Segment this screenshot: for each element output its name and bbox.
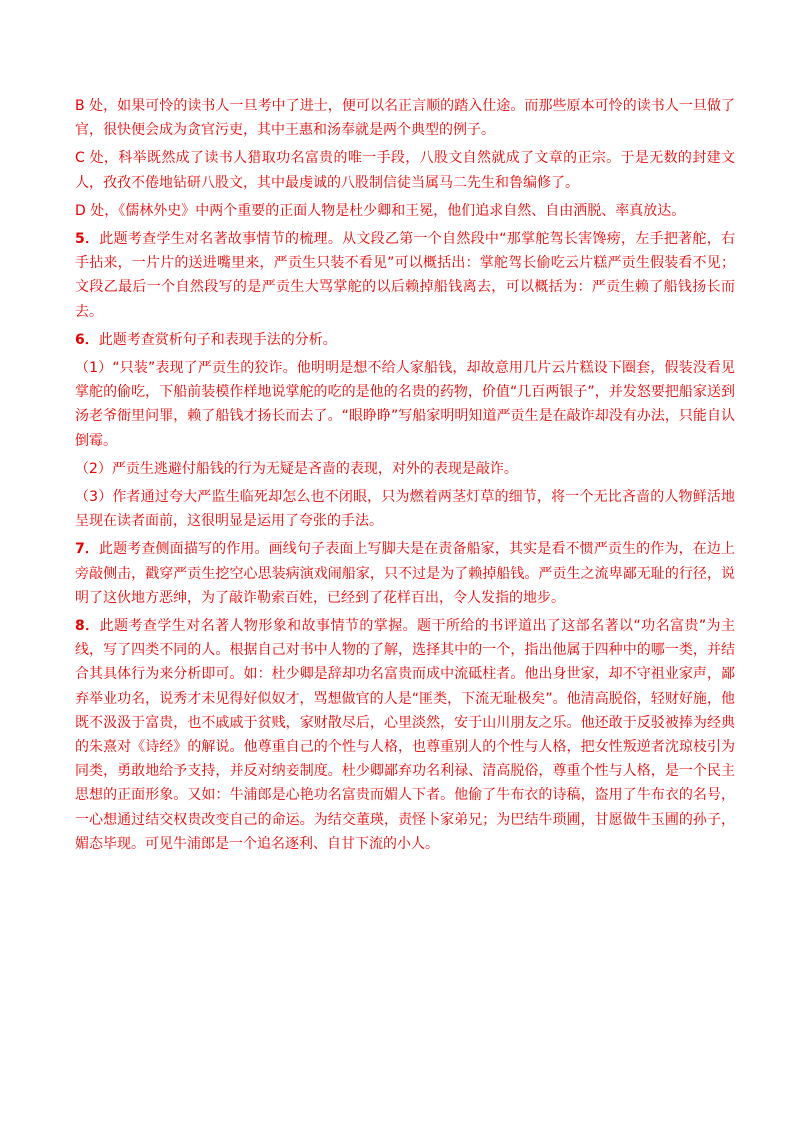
question-8-text: 此题考查学生对名著人物形象和故事情节的掌握。题干所给的书评道出了这部名著以“功名富贵”为主线，写了四类不同的人。根据自己对书中人物的了解，选择其中的一个，指出他属于四种中的哪一类，并结合其具体行为来分析即可。如：杜少卿是辞却功名富贵而成中流砥柱者。他出身世家，却不守祖业家声，鄙弃举业功名，说秀才未见得好似奴才，骂想做官的人是“匪类，下流无耻极矣”。他清高脱俗，轻财好施，他既不汲汲于富贵，也不戚戚于贫贱，家财散尽后，心里淡然，安于山川朋友之乐。他还敢于反驳被捧为经典的朱熹对《诗经》的解说。他尊重自己的个性与人格，也尊重别人的个性与人格，把女性叛逆者沈琼枝引为同类，勇敢地给予支持，并反对纳妾制度。杜少卿鄙弃功名利禄、清高脱俗，尊重个性与人格，是一个民主思想的正面形象。又如：牛浦郎是心艳功名富贵而媚人下者。他偷了牛布衣的诗稿，盗用了牛布衣的名号，一心想通过结交权贵改变自己的命运。为结交董瑛，责怪卜家弟兄；为巴结牛琐圃，甘愿做牛玉圃的孙子，媚态毕现。可见牛浦郎是一个追名逐利、自甘下流的小人。	[75, 618, 735, 852]
explanation-d	[75, 199, 735, 223]
question-6-part-2	[75, 457, 735, 481]
question-6-answer	[75, 328, 735, 352]
question-8-answer	[75, 614, 735, 856]
question-6-part-1-text: （1）“只装”表现了严贡生的狡诈。他明明是想不给人家船钱，却故意用几片云片糕设下圈套，假装没看见掌舵的偷吃，下船前装模作样地说掌舵的吃的是他的名贵的药物，价值“几百两银子”，并发怒要把船家送到汤老爷衙里问罪，赖了船钱才扬长而去了。“眼睁睁”写船家明明知道严贡生是在敲诈却没有办法，只能自认倒霉。	[75, 360, 735, 449]
question-8-number: 8．	[75, 618, 100, 635]
question-6-part-1	[75, 356, 735, 453]
question-6-part-3-text: （3）作者通过夸大严监生临死却怎么也不闭眼，只为燃着两茎灯草的细节，将一个无比吝啬的人物鲜活地呈现在读者面前，这很明显是运用了夸张的手法。	[75, 489, 735, 530]
question-6-part-3	[75, 485, 735, 533]
question-6-number: 6．	[75, 331, 99, 348]
explanation-b	[75, 94, 735, 142]
question-6-text: 此题考查赏析句子和表现手法的分析。	[98, 331, 337, 348]
question-7-number: 7．	[75, 541, 100, 558]
question-5-answer	[75, 227, 735, 324]
question-5-number: 5．	[75, 231, 100, 248]
explanation-c	[75, 146, 735, 194]
question-7-answer	[75, 537, 735, 610]
explanation-b-text: B 处，如果可怜的读书人一旦考中了进士，便可以名正言顺的踏入仕途。而那些原本可怜的读书人一旦做了官，很快便会成为贪官污吏，其中王惠和汤奉就是两个典型的例子。	[75, 98, 735, 139]
explanation-d-text: D 处，《儒林外史》中两个重要的正面人物是杜少卿和王冕，他们追求自然、自由洒脱、率真放达。	[75, 202, 686, 219]
explanation-c-text: C 处，科举既然成了读书人猎取功名富贵的唯一手段，八股文自然就成了文章的正宗。于是无数的封建文人，孜孜不倦地钻研八股文，其中最虔诚的八股制信徒当属马二先生和鲁编修了。	[75, 150, 735, 191]
question-7-text: 此题考查侧面描写的作用。画线句子表面上写脚夫是在责备船家，其实是看不惯严贡生的作为，在边上旁敲侧击，戳穿严贡生挖空心思装病演戏闹船家，只不过是为了赖掉船钱。严贡生之流卑鄙无耻的行径，说明了这伙地方恶绅，为了敲诈勒索百姓，已经到了花样百出，令人发指的地步。	[75, 541, 735, 606]
answer-explanations	[75, 94, 735, 860]
question-5-text: 此题考查学生对名著故事情节的梳理。从文段乙第一个自然段中“那掌舵驾长害馋痨，左手把著舵，右手拈来，一片片的送进嘴里来，严贡生只装不看见”可以概括出：掌舵驾长偷吃云片糕严贡生假装看不见；文段乙最后一个自然段写的是严贡生大骂掌舵的以后赖掉船钱离去，可以概括为：严贡生赖了船钱扬长而去。	[75, 231, 735, 320]
question-6-part-2-text: （2）严贡生逃避付船钱的行为无疑是吝啬的表现，对外的表现是敲诈。	[75, 460, 518, 477]
